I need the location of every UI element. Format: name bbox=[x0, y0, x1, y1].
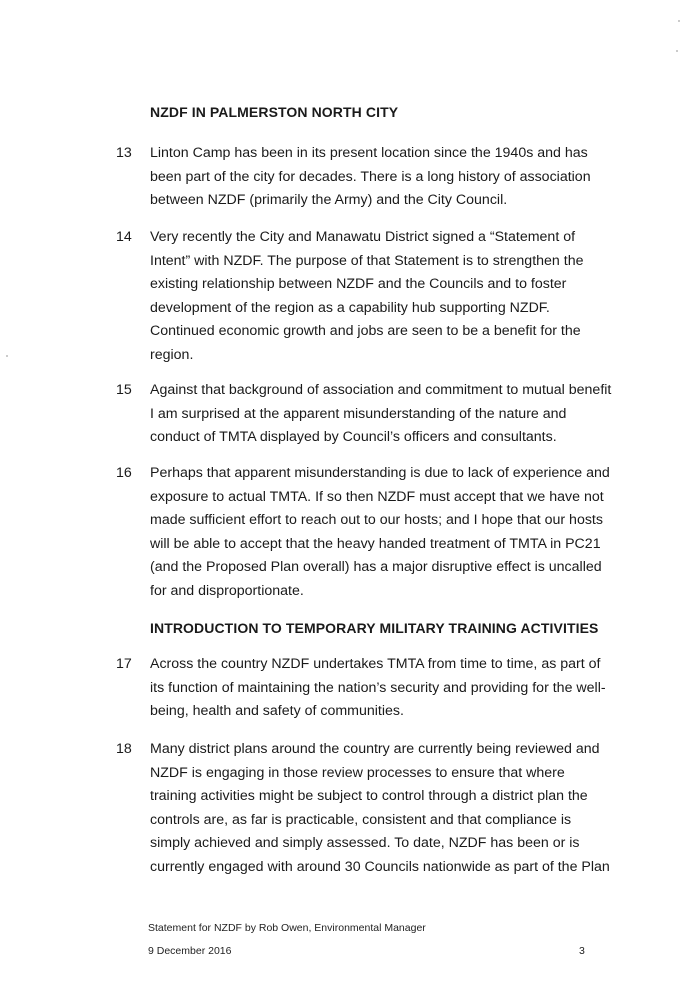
text-line: region. bbox=[150, 346, 194, 363]
paragraph-number: 15 bbox=[116, 382, 132, 398]
scan-speck bbox=[678, 20, 680, 22]
text-line: existing relationship between NZDF and the Councils and to foster bbox=[150, 276, 567, 293]
footer-statement: Statement for NZDF by Rob Owen, Environmental Manager bbox=[148, 922, 426, 934]
text-line: Many district plans around the country are currently being reviewed and bbox=[150, 741, 600, 757]
text-line: its function of maintaining the nation’s security and providing for the well- bbox=[150, 679, 606, 696]
text-line: for and disproportionate. bbox=[150, 582, 304, 599]
text-line: development of the region as a capability hub supporting NZDF. bbox=[150, 299, 550, 316]
paragraph-number: 16 bbox=[116, 465, 132, 481]
paragraph-text bbox=[150, 379, 612, 450]
paragraph-number: 14 bbox=[116, 229, 132, 245]
page-number: 3 bbox=[579, 945, 585, 957]
paragraph-text bbox=[150, 142, 590, 213]
text-line: I am surprised at the apparent misunderstanding of the nature and bbox=[150, 405, 567, 422]
text-line: controls are, as far is practicable, consistent and that compliance is bbox=[150, 811, 572, 828]
paragraph-number: 17 bbox=[116, 656, 132, 672]
paragraph-text bbox=[150, 738, 610, 880]
scan-speck bbox=[676, 50, 678, 52]
text-line: Across the country NZDF undertakes TMTA from time to time, as part of bbox=[150, 656, 601, 672]
text-line: exposure to actual TMTA. If so then NZDF must accept that we have not bbox=[150, 488, 604, 505]
text-line: NZDF is engaging in those review processes to ensure that where bbox=[150, 764, 565, 781]
section-heading-introduction: INTRODUCTION TO TEMPORARY MILITARY TRAINING ACTIVITIES bbox=[150, 620, 599, 636]
text-line: Perhaps that apparent misunderstanding is due to lack of experience and bbox=[150, 465, 610, 481]
footer-date: 9 December 2016 bbox=[148, 945, 232, 957]
paragraph-text bbox=[150, 226, 590, 368]
scan-speck bbox=[6, 355, 8, 357]
text-line: been part of the city for decades. There is a long history of association bbox=[150, 168, 591, 185]
text-line: Against that background of association and commitment to mutual benefit bbox=[150, 382, 612, 398]
text-line: Linton Camp has been in its present location since the 1940s and has bbox=[150, 145, 588, 161]
text-line: will be able to accept that the heavy handed treatment of TMTA in PC21 bbox=[150, 535, 601, 552]
text-line: Continued economic growth and jobs are seen to be a benefit for the bbox=[150, 323, 581, 340]
text-line: being, health and safety of communities. bbox=[150, 703, 404, 720]
text-line: training activities might be subject to control through a district plan the bbox=[150, 788, 588, 805]
section-heading-palmerston: NZDF IN PALMERSTON NORTH CITY bbox=[150, 104, 399, 120]
paragraph-number: 18 bbox=[116, 741, 132, 757]
paragraph-text bbox=[150, 653, 606, 724]
text-line: Very recently the City and Manawatu District signed a “Statement of bbox=[150, 229, 576, 245]
text-line: simply achieved and simply assessed. To date, NZDF has been or is bbox=[150, 835, 580, 852]
paragraph-text bbox=[150, 462, 610, 604]
text-line: between NZDF (primarily the Army) and the City Council. bbox=[150, 192, 508, 209]
text-line: (and the Proposed Plan overall) has a major disruptive effect is uncalled bbox=[150, 559, 602, 576]
text-line: conduct of TMTA displayed by Council’s officers and consultants. bbox=[150, 429, 557, 446]
text-line: Intent” with NZDF. The purpose of that Statement is to strengthen the bbox=[150, 252, 584, 269]
paragraph-number: 13 bbox=[116, 145, 132, 161]
text-line: made sufficient effort to reach out to our hosts; and I hope that our hosts bbox=[150, 512, 603, 529]
text-line: currently engaged with around 30 Councils nationwide as part of the Plan bbox=[150, 858, 610, 875]
